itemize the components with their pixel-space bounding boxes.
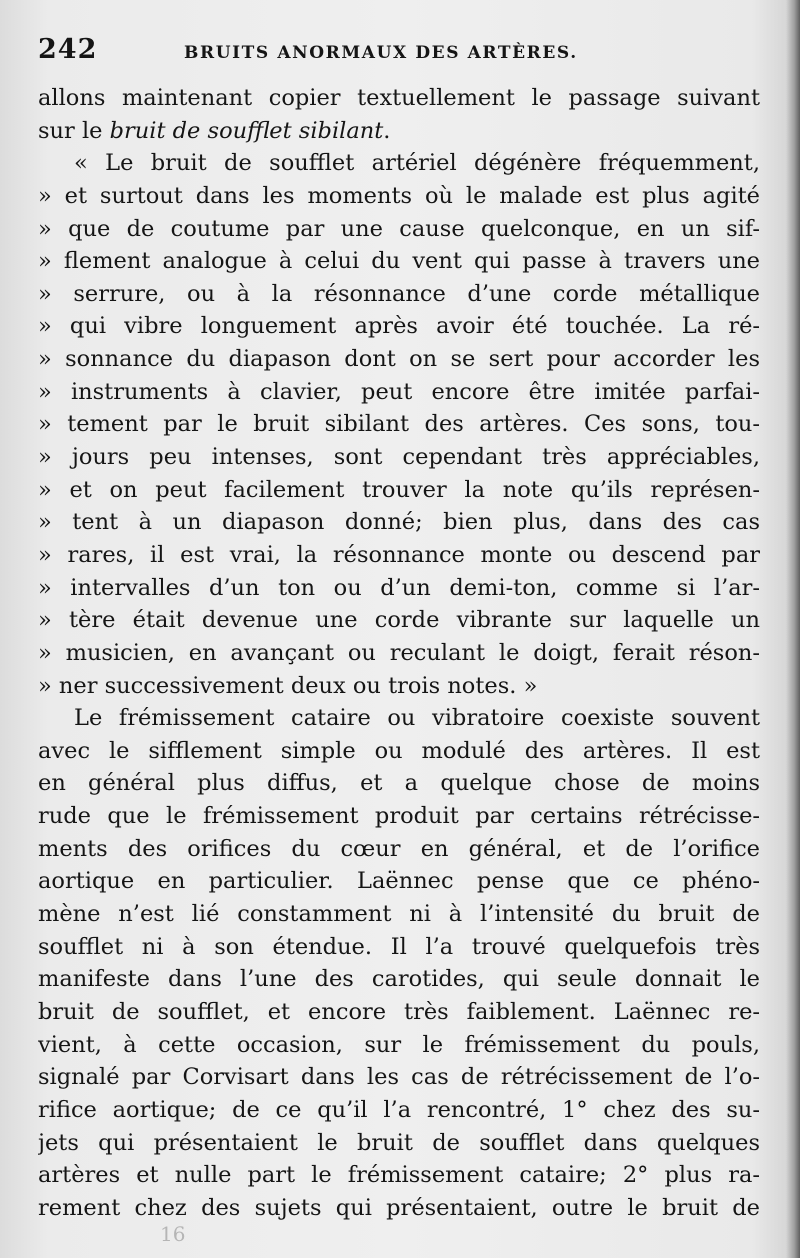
- text-line: soufflet ni à son étendue. Il l’a trouvé quelquefois très: [38, 933, 760, 960]
- italic-text-run: bruit de soufflet sibilant: [109, 117, 384, 144]
- page-header: [38, 34, 758, 74]
- text-line: » et surtout dans les moments où le malade est plus agité: [38, 182, 760, 209]
- text-line: » tement par le bruit sibilant des artères. Ces sons, tou-: [38, 411, 760, 438]
- text-line: signalé par Corvisart dans les cas de rétrécissement de l’o-: [38, 1064, 760, 1091]
- text-line: mène n’est lié constamment ni à l’intensité du bruit de: [38, 901, 760, 928]
- text-line: » musicien, en avançant ou reculant le doigt, ferait réson-: [38, 639, 760, 666]
- text-line: » que de coutume par une cause quelconque, en un sif-: [38, 215, 760, 242]
- text-line: » qui vibre longuement après avoir été touchée. La ré-: [38, 313, 760, 340]
- text-line: artères et nulle part le frémissement cataire; 2° plus ra-: [38, 1162, 760, 1189]
- text-line: en général plus diffus, et a quelque chose de moins: [38, 770, 760, 797]
- text-line: » rares, il est vrai, la résonnance monte ou descend par: [38, 541, 760, 568]
- text-line: [38, 115, 760, 148]
- text-line: » flement analogue à celui du vent qui passe à travers une: [38, 248, 760, 275]
- text-line: rifice aortique; de ce qu’il l’a rencontré, 1° chez des su-: [38, 1096, 760, 1123]
- text-line: rude que le frémissement produit par certains rétrécisse-: [38, 803, 760, 830]
- text-line: aortique en particulier. Laënnec pense que ce phéno-: [38, 868, 760, 895]
- text-line: rement chez des sujets qui présentaient, outre le bruit de: [38, 1194, 760, 1221]
- text-line: » tent à un diapason donné; bien plus, dans des cas: [38, 509, 760, 536]
- text-line: ments des orifices du cœur en général, et de l’orifice: [38, 835, 760, 862]
- text-line: » serrure, ou à la résonnance d’une corde métallique: [38, 280, 760, 307]
- body-text: [38, 82, 760, 1224]
- text-line: » sonnance du diapason dont on se sert pour accorder les: [38, 346, 760, 373]
- text-run: .: [383, 117, 391, 144]
- text-run: sur le: [38, 117, 110, 144]
- text-line: » intervalles d’un ton ou d’un demi-ton, comme si l’ar-: [38, 574, 760, 601]
- running-head: BRUITS ANORMAUX DES ARTÈRES.: [184, 43, 578, 63]
- page-edge-shadow: [786, 0, 800, 1258]
- text-line: » instruments à clavier, peut encore être imitée parfai-: [38, 378, 760, 405]
- text-line: bruit de soufflet, et encore très faiblement. Laënnec re-: [38, 998, 760, 1025]
- text-line: manifeste dans l’une des carotides, qui seule donnait le: [38, 966, 760, 993]
- text-line: allons maintenant copier textuellement le passage suivant: [38, 85, 760, 111]
- text-line: jets qui présentaient le bruit de soufflet dans quelques: [38, 1129, 760, 1156]
- page-number: 242: [38, 34, 98, 65]
- text-line: vient, à cette occasion, sur le frémissement du pouls,: [38, 1031, 760, 1058]
- text-line: Le frémissement cataire ou vibratoire coexiste souvent: [74, 705, 760, 732]
- text-line: » jours peu intenses, sont cependant très appréciables,: [38, 444, 760, 471]
- text-line: » tère était devenue une corde vibrante sur laquelle un: [38, 607, 760, 634]
- signature-mark: 16: [160, 1222, 186, 1246]
- text-line: » et on peut facilement trouver la note qu’ils représen-: [38, 476, 760, 503]
- text-line: » ner successivement deux ou trois notes. »: [38, 672, 538, 699]
- text-line: « Le bruit de soufflet artériel dégénère fréquemment,: [74, 150, 760, 177]
- text-line: avec le sifflement simple ou modulé des artères. Il est: [38, 737, 760, 764]
